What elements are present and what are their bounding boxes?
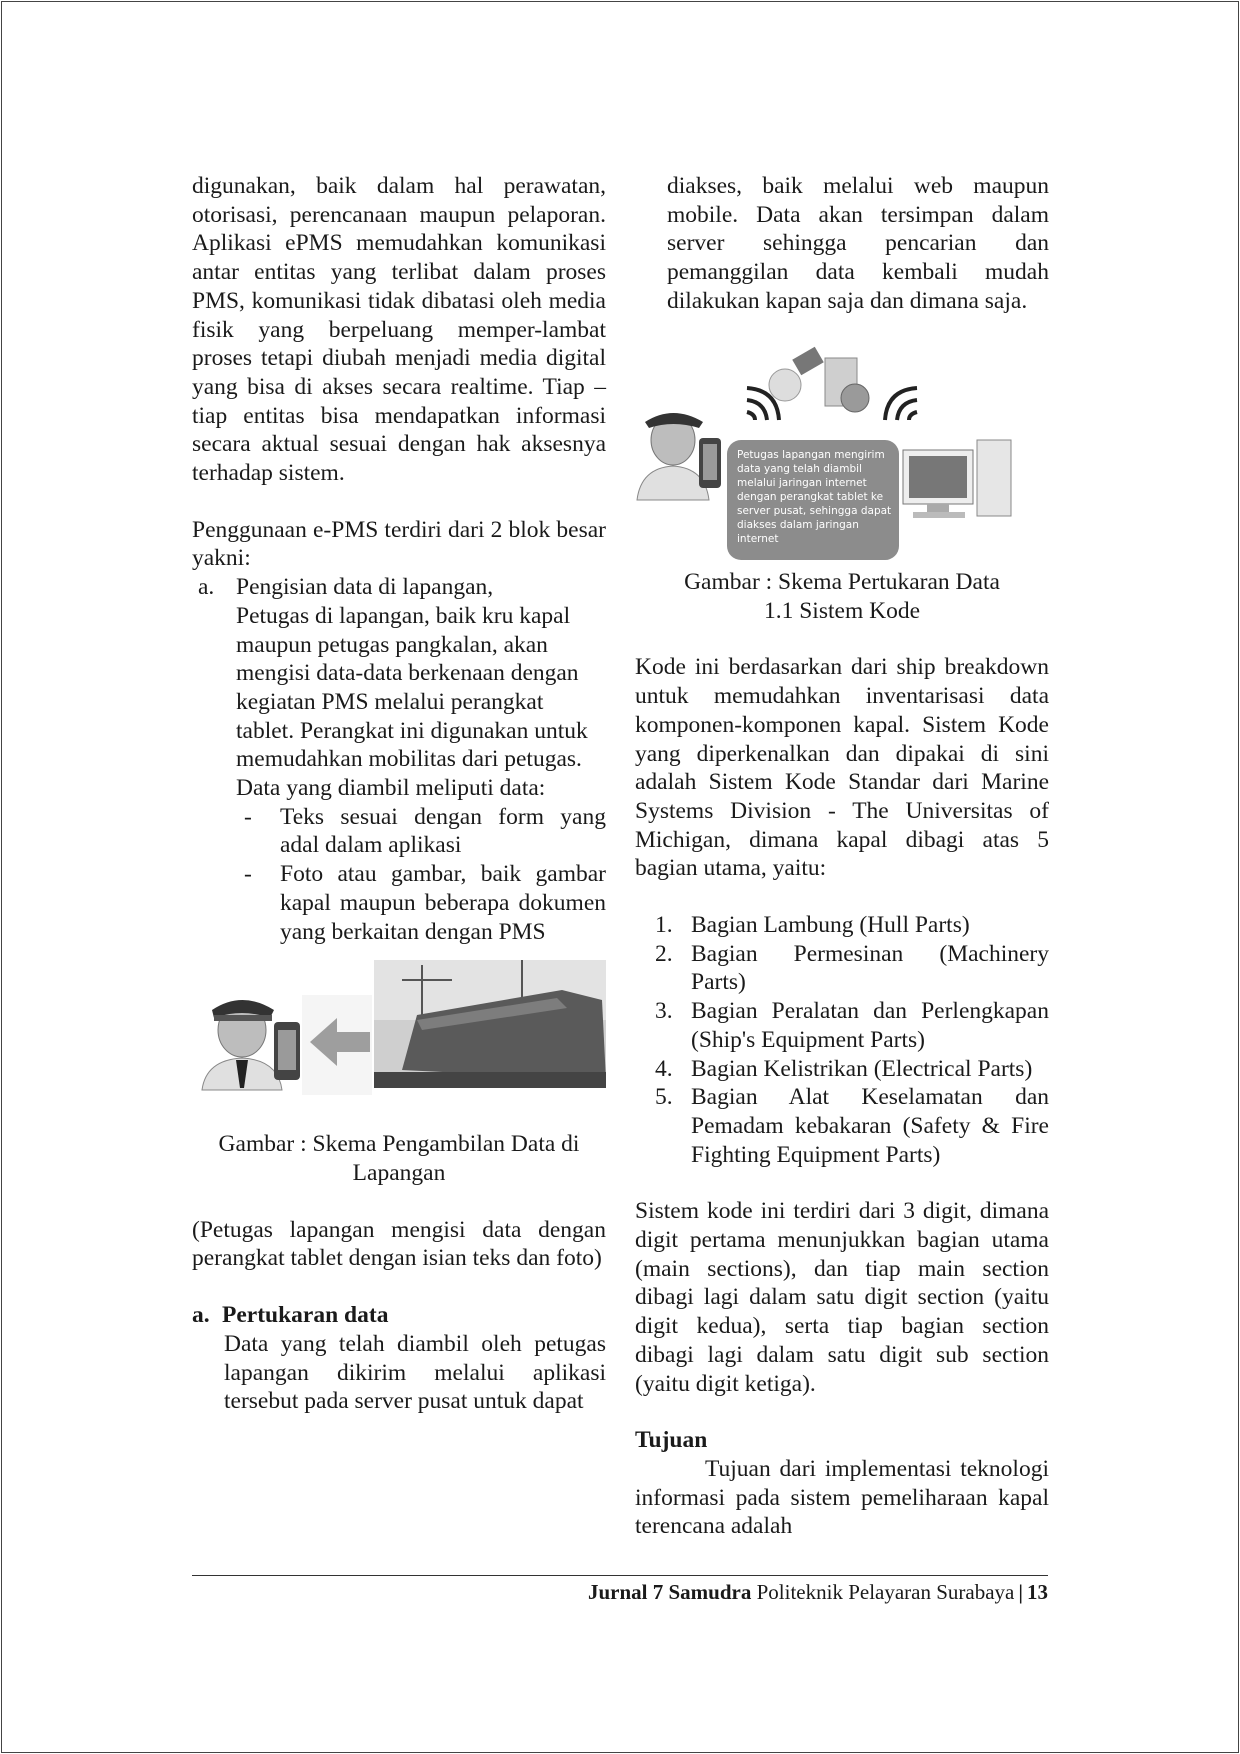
list-item	[635, 911, 1049, 940]
list-text: Bagian Peralatan dan Perlengkapan (Ship's Equipment Parts)	[691, 998, 1049, 1053]
officer-icon	[637, 413, 709, 500]
right-paragraph-2: Kode ini berdasarkan dari ship breakdown untuk memudahkan inventarisasi data komponen-komponen kapal. Sistem Kode yang diperkenalkan dan dipakai di sini adalah Sistem Kode Standar dari Marine Systems Division - The Universitas of Michigan, dimana kapal dibagi atas 5 bagian utama, yaitu:	[635, 654, 1049, 882]
wifi-icon-right	[885, 388, 917, 420]
section-heading-pertukaran	[192, 1301, 606, 1330]
footer-rule	[192, 1575, 1048, 1576]
left-paragraph-2: Penggunaan e-PMS terdiri dari 2 blok besar yakni:	[192, 516, 606, 572]
caption-figure-2: Gambar : Skema Pertukaran Data	[684, 569, 1000, 595]
dash-item-text: Teks sesuai dengan form yang adal dalam aplikasi	[280, 803, 606, 859]
box-line-1: Petugas lapangan mengirim	[737, 449, 885, 461]
list-item-a	[192, 573, 606, 602]
computer-icon	[903, 440, 1011, 518]
right-column	[635, 340, 1049, 1541]
list-item	[635, 940, 1049, 997]
tablet-icon	[274, 1022, 300, 1080]
list-text: Bagian Lambung (Hull Parts)	[691, 912, 970, 939]
figure-data-collection	[192, 960, 606, 1130]
left-paragraph-3: (Petugas lapangan mengisi data dengan perangkat tablet dengan isian teks dan foto)	[192, 1216, 606, 1272]
list-text: Bagian Kelistrikan (Electrical Parts)	[691, 1055, 1033, 1082]
list-item	[635, 1083, 1049, 1169]
list-number: 4.	[655, 1055, 673, 1082]
figure-data-exchange	[635, 340, 1049, 568]
left-paragraph-1: digunakan, baik dalam hal perawatan, otorisasi, perencanaan maupun pelaporan. Aplikasi ePMS memudahkan komunikasi antar entitas yang terlibat dalam proses PMS, komunikasi tidak dibatasi oleh media fisik yang berpeluang memper-lambat proses tetapi diubah menjadi media digital yang bisa di akses secara realtime. Tiap – tiap entitas bisa mendapatkan informasi secara aktual sesuai dengan hak aksesnya terhadap sistem.	[192, 173, 606, 487]
box-line-6: diakses dalam jaringan	[737, 519, 859, 531]
list-text: Bagian Permesinan (Machinery Parts)	[691, 940, 1049, 996]
dash-marker: -	[244, 803, 252, 830]
left-paragraph-4: Data yang telah diambil oleh petugas lapangan dikirim melalui aplikasi tersebut pada server pusat untuk dapat	[224, 1330, 606, 1415]
list-number: 5.	[655, 1084, 673, 1111]
heading-text: Pertukaran data	[222, 1302, 389, 1329]
globe-icon	[841, 384, 869, 412]
box-line-7: internet	[737, 533, 779, 545]
right-paragraph-3: Sistem kode ini terdiri dari 3 digit, dimana digit pertama menunjukkan bagian utama (main sections), dan tiap main section dibagi lagi dalam satu digit section (yaitu digit kedua), serta tiap bagian section dibagi lagi dalam satu digit sub section (yaitu digit ketiga).	[635, 1198, 1049, 1397]
satellite-icon	[769, 347, 824, 401]
left-column	[192, 172, 606, 1416]
right-column-top	[667, 172, 1049, 316]
figure-data-exchange-graphic	[635, 340, 1049, 568]
box-line-4: dengan perangkat tablet ke	[737, 491, 884, 503]
figure-data-collection-graphic	[192, 960, 606, 1095]
list-number: 2.	[655, 940, 673, 967]
dash-item-2	[192, 860, 606, 946]
phone-icon	[699, 438, 721, 488]
list-item	[635, 1055, 1049, 1084]
box-line-5: server pusat, sehingga dapat	[737, 505, 892, 517]
list-item-data-intro: Data yang diambil meliputi data:	[236, 775, 546, 802]
box-line-2: data yang telah diambil	[737, 463, 862, 475]
right-paragraph-1: diakses, baik melalui web maupun mobile. Data akan tersimpan dalam server sehingga pencarian dan pemanggilan data kembali mudah dilakukan kapan saja dan dimana saja.	[667, 173, 1049, 314]
list-item	[635, 997, 1049, 1054]
section-heading-tujuan: Tujuan	[635, 1427, 708, 1454]
list-item-description: Petugas di lapangan, baik kru kapal maupun petugas pangkalan, akan mengisi data-data berkenaan dengan kegiatan PMS melalui perangkat tablet. Perangkat ini digunakan untuk memudahkan mobilitas dari petugas.	[236, 602, 588, 773]
heading-marker: a.	[192, 1302, 210, 1329]
institution-name: Politeknik Pelayaran Surabaya	[756, 1580, 1015, 1604]
page-footer	[192, 1580, 1048, 1605]
numbered-list	[635, 911, 1049, 1169]
officer-icon	[202, 1000, 282, 1090]
journal-name: Jurnal 7 Samudra	[587, 1580, 752, 1604]
dash-item-1	[192, 803, 606, 860]
list-item-title: Pengisian data di lapangan,	[236, 574, 494, 601]
list-marker: a.	[198, 574, 215, 601]
list-text: Bagian Alat Keselamatan dan Pemadam kebakaran (Safety & Fire Fighting Equipment Parts)	[691, 1084, 1049, 1168]
ship-photo	[374, 960, 606, 1088]
dash-marker: -	[244, 861, 252, 888]
list-number: 1.	[655, 912, 673, 939]
page-border	[1, 1, 1239, 1753]
right-paragraph-4: Tujuan dari implementasi teknologi informasi pada sistem pemeliharaan kapal terencana adalah	[635, 1455, 1049, 1540]
page-number: 13	[1027, 1580, 1048, 1604]
box-line-3: melalui jaringan internet	[737, 477, 867, 489]
section-title-sistem-kode: 1.1 Sistem Kode	[763, 597, 920, 624]
footer-separator: |	[1018, 1580, 1023, 1604]
caption-figure-1: Gambar : Skema Pengambilan Data di Lapangan	[218, 1131, 580, 1186]
list-number: 3.	[655, 998, 673, 1025]
dash-item-text: Foto atau gambar, baik gambar kapal maupun beberapa dokumen yang berkaitan dengan PMS	[280, 861, 606, 945]
